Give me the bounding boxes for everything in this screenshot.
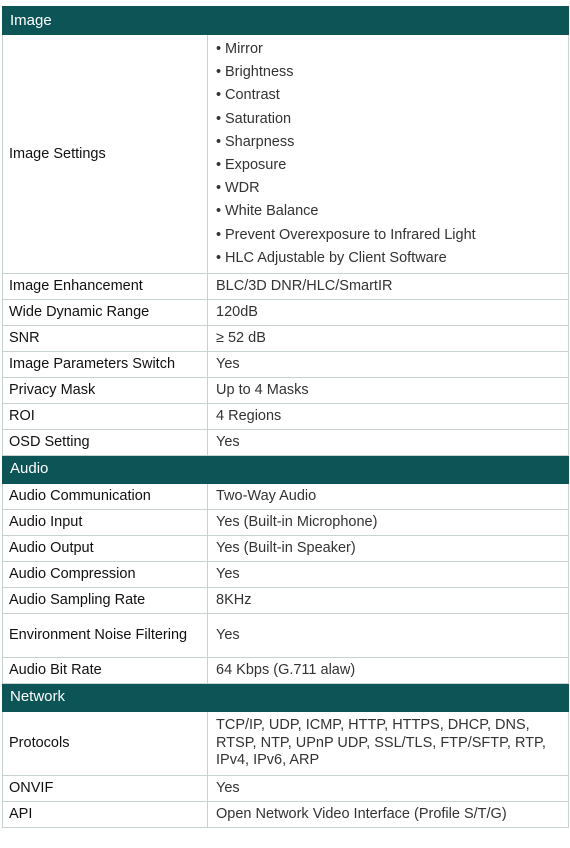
spec-label: Audio Communication <box>3 483 208 509</box>
spec-row <box>3 561 569 587</box>
spec-value: Yes <box>208 351 569 377</box>
bullet-icon: • <box>216 249 222 266</box>
spec-row <box>3 613 569 657</box>
spec-label: Wide Dynamic Range <box>3 299 208 325</box>
list-item: • Saturation <box>216 108 562 131</box>
spec-label: Audio Compression <box>3 561 208 587</box>
spec-row <box>3 483 569 509</box>
spec-row <box>3 429 569 455</box>
spec-row <box>3 711 569 775</box>
list-item: • Contrast <box>216 84 562 107</box>
spec-row <box>3 509 569 535</box>
spec-label: Image Enhancement <box>3 273 208 299</box>
spec-value: Open Network Video Interface (Profile S/T/G) <box>208 801 569 827</box>
spec-label: API <box>3 801 208 827</box>
spec-row <box>3 351 569 377</box>
list-item: • Exposure <box>216 154 562 177</box>
spec-label: SNR <box>3 325 208 351</box>
spec-label: Environment Noise Filtering <box>3 613 208 657</box>
spec-value: Yes <box>208 775 569 801</box>
spec-value: Up to 4 Masks <box>208 377 569 403</box>
spec-table <box>2 6 569 828</box>
spec-value: Two-Way Audio <box>208 483 569 509</box>
section-title: Network <box>3 683 569 711</box>
spec-row <box>3 775 569 801</box>
spec-label: Audio Sampling Rate <box>3 587 208 613</box>
list-item: • Mirror <box>216 38 562 61</box>
section-title: Image <box>3 7 569 35</box>
bullet-icon: • <box>216 133 222 150</box>
bullet-icon: • <box>216 226 222 243</box>
list-item: • WDR <box>216 177 562 200</box>
list-item: • Prevent Overexposure to Infrared Light <box>216 224 562 247</box>
spec-label: Audio Input <box>3 509 208 535</box>
spec-label: Privacy Mask <box>3 377 208 403</box>
spec-value: BLC/3D DNR/HLC/SmartIR <box>208 273 569 299</box>
list-item: • HLC Adjustable by Client Software <box>216 247 562 270</box>
spec-value: 64 Kbps (G.711 alaw) <box>208 657 569 683</box>
spec-value: Yes (Built-in Speaker) <box>208 535 569 561</box>
spec-row <box>3 801 569 827</box>
spec-value: Yes <box>208 561 569 587</box>
spec-value: 8KHz <box>208 587 569 613</box>
spec-row <box>3 587 569 613</box>
spec-value: TCP/IP, UDP, ICMP, HTTP, HTTPS, DHCP, DNS, RTSP, NTP, UPnP UDP, SSL/TLS, FTP/SFTP, RTP, IPv4, IPv6, ARP <box>208 711 569 775</box>
spec-label: OSD Setting <box>3 429 208 455</box>
spec-value: ≥ 52 dB <box>208 325 569 351</box>
spec-row <box>3 657 569 683</box>
spec-row <box>3 403 569 429</box>
spec-value: Yes (Built-in Microphone) <box>208 509 569 535</box>
spec-value: 120dB <box>208 299 569 325</box>
bullet-icon: • <box>216 180 222 197</box>
bullet-icon: • <box>216 87 222 104</box>
spec-row-image-settings <box>3 35 569 274</box>
spec-row <box>3 299 569 325</box>
list-item: • Sharpness <box>216 131 562 154</box>
bullet-icon: • <box>216 110 222 127</box>
spec-label: Audio Bit Rate <box>3 657 208 683</box>
spec-label: Image Settings <box>3 35 208 274</box>
spec-row <box>3 377 569 403</box>
spec-row <box>3 535 569 561</box>
bullet-icon: • <box>216 41 222 57</box>
spec-value-list <box>208 35 569 274</box>
section-header-network <box>3 683 569 711</box>
spec-label: ROI <box>3 403 208 429</box>
list-item: • White Balance <box>216 200 562 223</box>
spec-value: Yes <box>208 429 569 455</box>
spec-label: Audio Output <box>3 535 208 561</box>
section-header-image <box>3 7 569 35</box>
section-title: Audio <box>3 455 569 483</box>
bullet-icon: • <box>216 64 222 81</box>
spec-row <box>3 273 569 299</box>
spec-value: 4 Regions <box>208 403 569 429</box>
list-item: • Brightness <box>216 61 562 84</box>
spec-sheet <box>2 6 568 828</box>
spec-label: Image Parameters Switch <box>3 351 208 377</box>
section-header-audio <box>3 455 569 483</box>
spec-row <box>3 325 569 351</box>
spec-label: ONVIF <box>3 775 208 801</box>
bullet-list <box>216 35 562 273</box>
bullet-icon: • <box>216 156 222 173</box>
spec-label: Protocols <box>3 711 208 775</box>
spec-value: Yes <box>208 613 569 657</box>
bullet-icon: • <box>216 203 222 220</box>
